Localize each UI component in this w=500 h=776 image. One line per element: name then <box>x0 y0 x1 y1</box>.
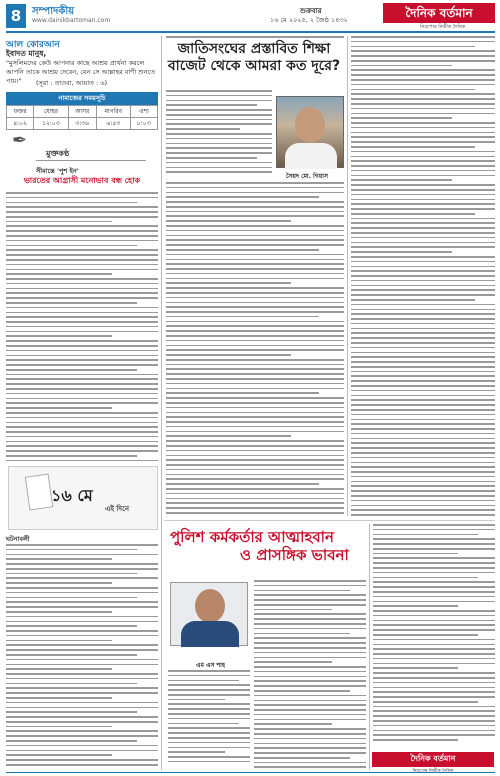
author-shirt <box>181 621 239 647</box>
mid-headline-line-1: জাতিসংঘের প্রস্তাবিত শিক্ষা <box>177 41 331 57</box>
left-article-headline[interactable]: ভারতের আগ্রাসী মনোভাব বন্ধ হোক <box>23 176 141 185</box>
on-this-day-label: এই দিনে <box>105 505 130 513</box>
events-list <box>6 544 158 766</box>
site-url[interactable]: www.dainikbartoman.com <box>32 17 111 24</box>
footer-divider <box>6 772 495 773</box>
mid-headline-line-2: বাজেট থেকে আমরা কত দূরে? <box>167 58 341 74</box>
right-column-body <box>351 36 495 516</box>
prayer-header: আসর <box>68 106 96 118</box>
police-author-photo <box>170 582 248 646</box>
prayer-header: ফজর <box>7 106 34 118</box>
column-divider <box>347 36 348 516</box>
police-headline-line-2: ও প্রাসঙ্গিক ভাবনা <box>240 546 349 564</box>
column-divider <box>161 36 162 770</box>
police-headline-line-1: পুলিশ কর্মকর্তার আত্মাহবান <box>170 528 334 546</box>
mukto-label: মুক্তকণ্ঠ <box>46 149 70 158</box>
banner-rule <box>36 160 146 161</box>
left-article-body <box>6 192 158 462</box>
section-divider <box>164 520 495 521</box>
quote-reference: (সূরা : তাওবা, আয়াত : ৬) <box>36 79 108 87</box>
mid-article-body-left <box>166 90 272 180</box>
masthead-tagline: নিরপেক্ষ নির্ভীক দৈনিক <box>420 24 466 30</box>
events-title: ঘটনাবলী <box>6 535 30 543</box>
page-number: 8 <box>6 4 26 28</box>
prayer-time: ৬:৫৩ <box>96 118 130 130</box>
mid-article-author: সৈয়দ মো. গিয়াস <box>286 173 328 180</box>
section-title: সম্পাদকীয় <box>32 6 75 17</box>
author-face <box>295 107 325 143</box>
calendar-page-icon <box>25 473 53 510</box>
prayer-time: ১২:০৩ <box>34 118 68 130</box>
mukto-kontho-banner <box>6 122 158 168</box>
police-article-body-left <box>168 670 250 768</box>
author-photo <box>276 96 344 168</box>
prayer-header: যোহর <box>34 106 68 118</box>
quote-text: "মুসলিমদের কেউ আপনার কাছে আশ্রয় প্রার্থনা করলে আপনি তাকে আশ্রয় দেবেন, যেন সে আল্লাহর বাণী শুনতে পায়।" <box>6 59 156 85</box>
prayer-times-title: নামাজের সময়সূচি <box>6 92 158 105</box>
on-this-day-date: ১৬ মে <box>51 486 93 505</box>
left-article-label: সীমান্তে 'পুশ ইন' <box>36 167 79 175</box>
quote-section-title: আল কোরআন <box>6 40 60 50</box>
footer-logo: দৈনিক বর্তমান <box>372 752 494 767</box>
prayer-time: ৪:০২ <box>7 118 34 130</box>
police-article-body-right <box>373 524 495 748</box>
prayer-time: ৩:৩৬ <box>68 118 96 130</box>
prayer-header: মাগরিব <box>96 106 130 118</box>
police-article-author: এম এস শাহ <box>196 662 226 669</box>
author-shirt <box>285 143 337 169</box>
prayer-header: এশা <box>130 106 157 118</box>
mid-intro-lines <box>166 36 344 40</box>
header-divider <box>6 31 495 33</box>
column-divider <box>369 524 370 770</box>
police-article-body-center <box>254 580 366 768</box>
prayer-time: ৮:০৩ <box>130 118 157 130</box>
page-header <box>0 0 500 34</box>
author-face <box>195 589 225 623</box>
masthead-logo: দৈনিক বর্তমান <box>383 3 495 23</box>
issue-day: শুক্রবার <box>300 7 322 15</box>
issue-date: ১৬ মে ২০২৫, ২ জৈষ্ঠ ১৪৩২ <box>270 16 348 24</box>
pen-icon: ✒ <box>12 130 28 151</box>
mid-article-headline[interactable] <box>164 41 344 75</box>
mid-article-body <box>166 182 344 516</box>
quote-author: ইবাদত মানুষ, <box>6 49 47 58</box>
on-this-day-graphic <box>8 466 158 530</box>
